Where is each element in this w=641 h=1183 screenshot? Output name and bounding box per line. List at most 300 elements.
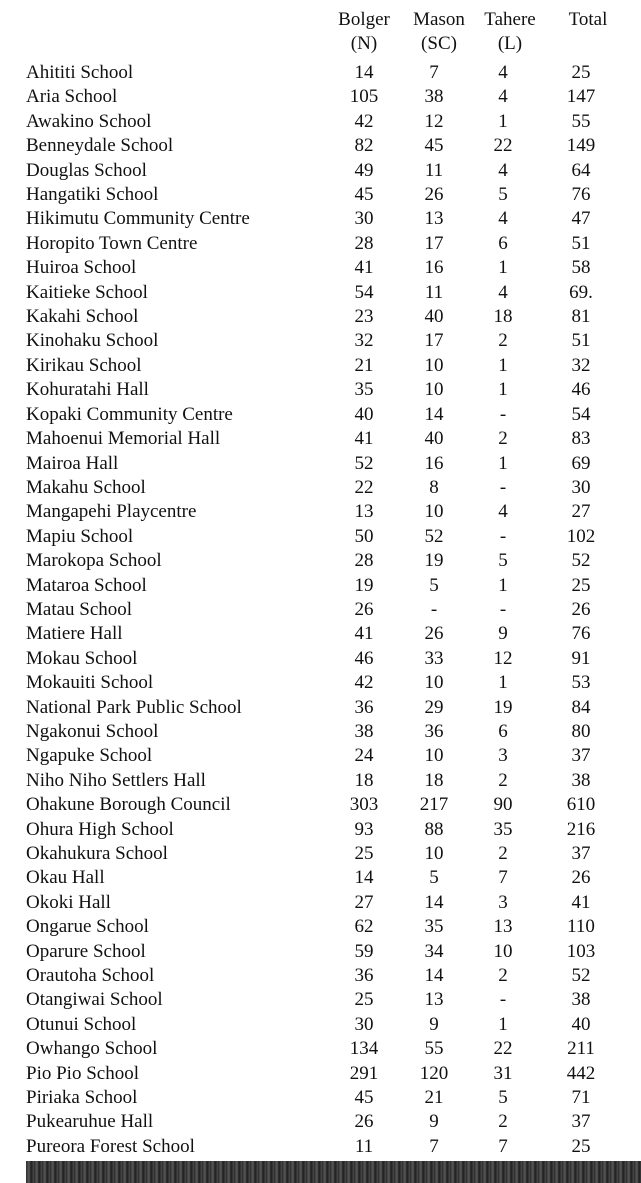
mason-votes: 217 <box>419 794 449 816</box>
tahere-votes: 10 <box>493 940 513 962</box>
column-gap <box>536 134 548 158</box>
column-gap <box>536 329 548 353</box>
total-votes: 149 <box>566 135 596 157</box>
column-gap <box>536 818 548 842</box>
table-row <box>26 500 614 524</box>
total-votes: 25 <box>571 1135 591 1157</box>
polling-place: Awakino School <box>26 110 152 132</box>
mason-votes: 10 <box>424 354 444 376</box>
total-votes: 76 <box>571 184 591 206</box>
polling-place: Ngapuke School <box>26 745 153 767</box>
bolger-votes: 25 <box>354 989 374 1011</box>
table-row <box>26 720 614 744</box>
total-votes: 46 <box>571 379 591 401</box>
polling-place: Douglas School <box>26 159 147 181</box>
table-row <box>26 256 614 280</box>
bolger-votes: 41 <box>354 623 374 645</box>
mason-votes: 10 <box>424 745 444 767</box>
tahere-votes: 1 <box>498 452 508 474</box>
bolger-votes: 52 <box>354 452 374 474</box>
column-gap <box>536 110 548 134</box>
table-row <box>26 232 614 256</box>
polling-place: Marokopa School <box>26 550 162 572</box>
table-row <box>26 1135 614 1159</box>
tahere-votes: - <box>499 989 507 1011</box>
tahere-votes: - <box>499 598 507 620</box>
mason-votes: 9 <box>429 1013 439 1035</box>
mason-votes: 52 <box>424 525 444 547</box>
tahere-votes: 2 <box>498 843 508 864</box>
total-votes: 25 <box>571 62 591 83</box>
bolger-votes: 36 <box>354 696 374 718</box>
mason-votes: 26 <box>424 184 444 206</box>
bolger-votes: 26 <box>354 1111 374 1133</box>
column-gap <box>536 85 548 109</box>
table-row <box>26 598 614 622</box>
column-gap <box>536 622 548 646</box>
mason-votes: 120 <box>419 1062 449 1084</box>
bolger-votes: 105 <box>349 86 379 108</box>
column-gap <box>536 915 548 939</box>
column-gap <box>536 891 548 915</box>
bolger-votes: 46 <box>354 647 374 669</box>
column-gap <box>536 159 548 183</box>
total-votes: 30 <box>571 476 591 498</box>
tahere-votes: 90 <box>493 794 513 816</box>
polling-place: Kirikau School <box>26 354 142 376</box>
tahere-votes: 19 <box>493 696 513 718</box>
column-gap <box>536 476 548 500</box>
tahere-votes: 2 <box>498 769 508 791</box>
mason-votes: 55 <box>424 1038 444 1060</box>
polling-place: Mahoenui Memorial Hall <box>26 428 221 450</box>
tahere-votes: 1 <box>498 1013 508 1035</box>
polling-place: Kakahi School <box>26 306 139 328</box>
total-votes: 51 <box>571 330 591 352</box>
total-votes: 69. <box>569 281 593 303</box>
total-votes: 52 <box>571 965 591 987</box>
table-row <box>26 378 614 402</box>
results-table <box>26 61 614 1159</box>
polling-place: Ahititi School <box>26 62 134 83</box>
column-gap <box>536 525 548 549</box>
total-votes: 27 <box>571 501 591 523</box>
total-votes: 40 <box>571 1013 591 1035</box>
total-votes: 47 <box>571 208 591 230</box>
polling-place: Kaitieke School <box>26 281 148 303</box>
total-votes: 103 <box>566 940 596 962</box>
column-gap <box>536 452 548 476</box>
total-votes: 83 <box>571 428 591 450</box>
bolger-votes: 26 <box>354 598 374 620</box>
total-votes: 84 <box>571 696 591 718</box>
tahere-votes: 5 <box>498 1087 508 1109</box>
bolger-votes: 62 <box>354 916 374 938</box>
total-votes: 38 <box>571 769 591 791</box>
mason-votes: 36 <box>424 720 444 742</box>
column-gap <box>536 744 548 768</box>
column-gap <box>536 232 548 256</box>
table-row <box>26 988 614 1012</box>
mason-votes: 33 <box>424 647 444 669</box>
bolger-votes: 22 <box>354 476 374 498</box>
bolger-votes: 41 <box>354 257 374 279</box>
column-gap <box>536 1013 548 1037</box>
total-votes: 53 <box>571 672 591 694</box>
mason-votes: 19 <box>424 550 444 572</box>
column-gap <box>536 354 548 378</box>
table-row <box>26 110 614 134</box>
total-votes: 52 <box>571 550 591 572</box>
table-row <box>26 964 614 988</box>
tahere-votes: 2 <box>498 965 508 987</box>
table-row <box>26 403 614 427</box>
bolger-votes: 27 <box>354 891 374 913</box>
mason-votes: 7 <box>429 1135 439 1157</box>
tahere-votes: 5 <box>498 184 508 206</box>
column-gap <box>536 598 548 622</box>
mason-votes: 14 <box>424 965 444 987</box>
table-row <box>26 61 614 85</box>
bolger-votes: 45 <box>354 1087 374 1109</box>
column-gap <box>536 769 548 793</box>
total-votes: 58 <box>571 257 591 279</box>
mason-votes: 14 <box>424 891 444 913</box>
table-row <box>26 207 614 231</box>
header-bolger-name: Bolger <box>338 9 390 30</box>
polling-place: Owhango School <box>26 1038 158 1060</box>
tahere-votes: 1 <box>498 354 508 376</box>
bolger-votes: 25 <box>354 843 374 864</box>
polling-place: Mapiu School <box>26 525 134 547</box>
mason-votes: - <box>430 598 438 620</box>
bottom-rule <box>26 1161 641 1183</box>
tahere-votes: 13 <box>493 916 513 938</box>
results-body <box>26 61 614 1159</box>
bolger-votes: 30 <box>354 1013 374 1035</box>
mason-votes: 34 <box>424 940 444 962</box>
mason-votes: 10 <box>424 672 444 694</box>
mason-votes: 5 <box>429 867 439 889</box>
column-gap <box>536 964 548 988</box>
mason-votes: 35 <box>424 916 444 938</box>
tahere-votes: 18 <box>493 306 513 328</box>
header-mason <box>403 8 475 56</box>
table-row <box>26 940 614 964</box>
table-row <box>26 842 614 866</box>
total-votes: 54 <box>571 403 591 425</box>
column-gap <box>536 574 548 598</box>
polling-place: Ngakonui School <box>26 720 159 742</box>
total-votes: 32 <box>571 354 591 376</box>
header-tahere-name: Tahere <box>484 9 536 30</box>
polling-place: Mairoa Hall <box>26 452 119 474</box>
mason-votes: 18 <box>424 769 444 791</box>
tahere-votes: 4 <box>498 86 508 108</box>
total-votes: 216 <box>566 818 596 840</box>
bolger-votes: 28 <box>354 550 374 572</box>
bolger-votes: 82 <box>354 135 374 157</box>
total-votes: 26 <box>571 598 591 620</box>
tahere-votes: 7 <box>498 1135 508 1157</box>
mason-votes: 5 <box>429 574 439 596</box>
column-gap <box>536 866 548 890</box>
tahere-votes: 9 <box>498 623 508 645</box>
tahere-votes: 22 <box>493 135 513 157</box>
table-row <box>26 427 614 451</box>
column-gap <box>536 793 548 817</box>
tahere-votes: 1 <box>498 379 508 401</box>
bolger-votes: 19 <box>354 574 374 596</box>
mason-votes: 13 <box>424 208 444 230</box>
tahere-votes: 1 <box>498 257 508 279</box>
table-row <box>26 159 614 183</box>
bolger-votes: 30 <box>354 208 374 230</box>
column-gap <box>536 378 548 402</box>
polling-place: Oparure School <box>26 940 146 962</box>
tahere-votes: 1 <box>498 574 508 596</box>
column-gap <box>536 207 548 231</box>
polling-place: Benneydale School <box>26 135 174 157</box>
column-gap <box>536 549 548 573</box>
polling-place: Pureora Forest School <box>26 1135 195 1157</box>
header-mason-party: (SC) <box>421 33 457 54</box>
tahere-votes: 1 <box>498 110 508 132</box>
tahere-votes: 2 <box>498 1111 508 1133</box>
total-votes: 64 <box>571 159 591 181</box>
bolger-votes: 40 <box>354 403 374 425</box>
column-gap <box>536 647 548 671</box>
polling-place: Mataroa School <box>26 574 147 596</box>
polling-place: Kopaki Community Centre <box>26 403 233 425</box>
table-row <box>26 525 614 549</box>
bolger-votes: 41 <box>354 428 374 450</box>
bolger-votes: 38 <box>354 720 374 742</box>
column-gap <box>536 720 548 744</box>
total-votes: 76 <box>571 623 591 645</box>
bolger-votes: 13 <box>354 501 374 523</box>
mason-votes: 40 <box>424 428 444 450</box>
header-tahere <box>477 8 543 56</box>
tahere-votes: 4 <box>498 62 508 83</box>
total-votes: 80 <box>571 720 591 742</box>
mason-votes: 88 <box>424 818 444 840</box>
table-row <box>26 85 614 109</box>
polling-place: Aria School <box>26 86 118 108</box>
total-votes: 37 <box>571 843 591 864</box>
mason-votes: 9 <box>429 1111 439 1133</box>
header-total-name: Total <box>568 9 608 30</box>
polling-place: Niho Niho Settlers Hall <box>26 769 206 791</box>
total-votes: 38 <box>571 989 591 1011</box>
bolger-votes: 45 <box>354 184 374 206</box>
mason-votes: 10 <box>424 843 444 864</box>
mason-votes: 21 <box>424 1087 444 1109</box>
polling-place: Okoki Hall <box>26 891 111 913</box>
bolger-votes: 36 <box>354 965 374 987</box>
column-gap <box>536 988 548 1012</box>
bolger-votes: 49 <box>354 159 374 181</box>
table-row <box>26 744 614 768</box>
table-row <box>26 793 614 817</box>
table-row <box>26 622 614 646</box>
tahere-votes: 6 <box>498 232 508 254</box>
mason-votes: 10 <box>424 379 444 401</box>
column-gap <box>536 427 548 451</box>
bolger-votes: 134 <box>349 1038 379 1060</box>
mason-votes: 14 <box>424 403 444 425</box>
bolger-votes: 24 <box>354 745 374 767</box>
column-gap <box>536 281 548 305</box>
mason-votes: 13 <box>424 989 444 1011</box>
total-votes: 110 <box>567 916 595 938</box>
column-gap <box>536 1062 548 1086</box>
total-votes: 71 <box>571 1087 591 1109</box>
table-row <box>26 1086 614 1110</box>
table-row <box>26 769 614 793</box>
table-row <box>26 866 614 890</box>
table-row <box>26 1110 614 1134</box>
table-row <box>26 281 614 305</box>
tahere-votes: 3 <box>498 891 508 913</box>
table-row <box>26 1062 614 1086</box>
polling-place: Pio Pio School <box>26 1062 139 1084</box>
mason-votes: 10 <box>424 501 444 523</box>
header-bolger <box>330 8 398 56</box>
mason-votes: 45 <box>424 135 444 157</box>
bolger-votes: 54 <box>354 281 374 303</box>
tahere-votes: 6 <box>498 720 508 742</box>
total-votes: 37 <box>571 745 591 767</box>
mason-votes: 8 <box>429 476 439 498</box>
bolger-votes: 14 <box>354 62 374 83</box>
tahere-votes: 7 <box>498 867 508 889</box>
mason-votes: 17 <box>424 232 444 254</box>
tahere-votes: 31 <box>493 1062 513 1084</box>
header-total <box>555 8 621 32</box>
column-gap <box>536 1135 548 1159</box>
total-votes: 442 <box>566 1062 596 1084</box>
bolger-votes: 35 <box>354 379 374 401</box>
column-gap <box>536 940 548 964</box>
tahere-votes: 22 <box>493 1038 513 1060</box>
mason-votes: 40 <box>424 306 444 328</box>
header-mason-name: Mason <box>413 9 465 30</box>
column-gap <box>536 256 548 280</box>
polling-place: Horopito Town Centre <box>26 232 198 254</box>
total-votes: 211 <box>567 1038 595 1060</box>
polling-place: Huiroa School <box>26 257 137 279</box>
table-row <box>26 305 614 329</box>
polling-place: Otangiwai School <box>26 989 163 1011</box>
polling-place: Piriaka School <box>26 1087 138 1109</box>
bolger-votes: 303 <box>349 794 379 816</box>
total-votes: 25 <box>571 574 591 596</box>
bolger-votes: 32 <box>354 330 374 352</box>
tahere-votes: 12 <box>493 647 513 669</box>
mason-votes: 29 <box>424 696 444 718</box>
table-row <box>26 696 614 720</box>
tahere-votes: 4 <box>498 501 508 523</box>
column-gap <box>536 61 548 85</box>
mason-votes: 11 <box>424 159 444 181</box>
header-tahere-party: (L) <box>497 33 523 54</box>
bolger-votes: 21 <box>354 354 374 376</box>
total-votes: 37 <box>571 1111 591 1133</box>
total-votes: 91 <box>571 647 591 669</box>
table-row <box>26 891 614 915</box>
polling-place: Kinohaku School <box>26 330 159 352</box>
polling-place: Ongarue School <box>26 916 149 938</box>
column-gap <box>536 1110 548 1134</box>
polling-place: Matiere Hall <box>26 623 123 645</box>
tahere-votes: 2 <box>498 428 508 450</box>
tahere-votes: - <box>499 525 507 547</box>
total-votes: 610 <box>566 794 596 816</box>
table-row <box>26 549 614 573</box>
table-row <box>26 452 614 476</box>
mason-votes: 26 <box>424 623 444 645</box>
bolger-votes: 93 <box>354 818 374 840</box>
table-row <box>26 476 614 500</box>
column-gap <box>536 1086 548 1110</box>
polling-place: Okahukura School <box>26 843 168 864</box>
polling-place: Mokau School <box>26 647 138 669</box>
tahere-votes: 4 <box>498 208 508 230</box>
table-row <box>26 354 614 378</box>
total-votes: 41 <box>571 891 591 913</box>
bolger-votes: 14 <box>354 867 374 889</box>
tahere-votes: 3 <box>498 745 508 767</box>
total-votes: 147 <box>566 86 596 108</box>
column-gap <box>536 671 548 695</box>
total-votes: 26 <box>571 867 591 889</box>
column-gap <box>536 403 548 427</box>
table-row <box>26 671 614 695</box>
total-votes: 51 <box>571 232 591 254</box>
polling-place: Ohakune Borough Council <box>26 794 231 816</box>
table-row <box>26 329 614 353</box>
tahere-votes: 2 <box>498 330 508 352</box>
bolger-votes: 11 <box>354 1135 374 1157</box>
column-gap <box>536 183 548 207</box>
tahere-votes: - <box>499 403 507 425</box>
column-gap <box>536 696 548 720</box>
table-row <box>26 915 614 939</box>
bolger-votes: 28 <box>354 232 374 254</box>
bolger-votes: 18 <box>354 769 374 791</box>
bolger-votes: 59 <box>354 940 374 962</box>
table-row <box>26 818 614 842</box>
polling-place: Otunui School <box>26 1013 137 1035</box>
polling-place: National Park Public School <box>26 696 242 718</box>
table-row <box>26 647 614 671</box>
polling-place: Kohuratahi Hall <box>26 379 149 401</box>
polling-place: Mangapehi Playcentre <box>26 501 197 523</box>
bolger-votes: 42 <box>354 672 374 694</box>
total-votes: 69 <box>571 452 591 474</box>
tahere-votes: 1 <box>498 672 508 694</box>
bolger-votes: 50 <box>354 525 374 547</box>
polling-place: Mokauiti School <box>26 672 154 694</box>
polling-place: Hangatiki School <box>26 184 159 206</box>
table-row <box>26 134 614 158</box>
table-row <box>26 183 614 207</box>
column-gap <box>536 500 548 524</box>
mason-votes: 38 <box>424 86 444 108</box>
bolger-votes: 42 <box>354 110 374 132</box>
tahere-votes: 5 <box>498 550 508 572</box>
